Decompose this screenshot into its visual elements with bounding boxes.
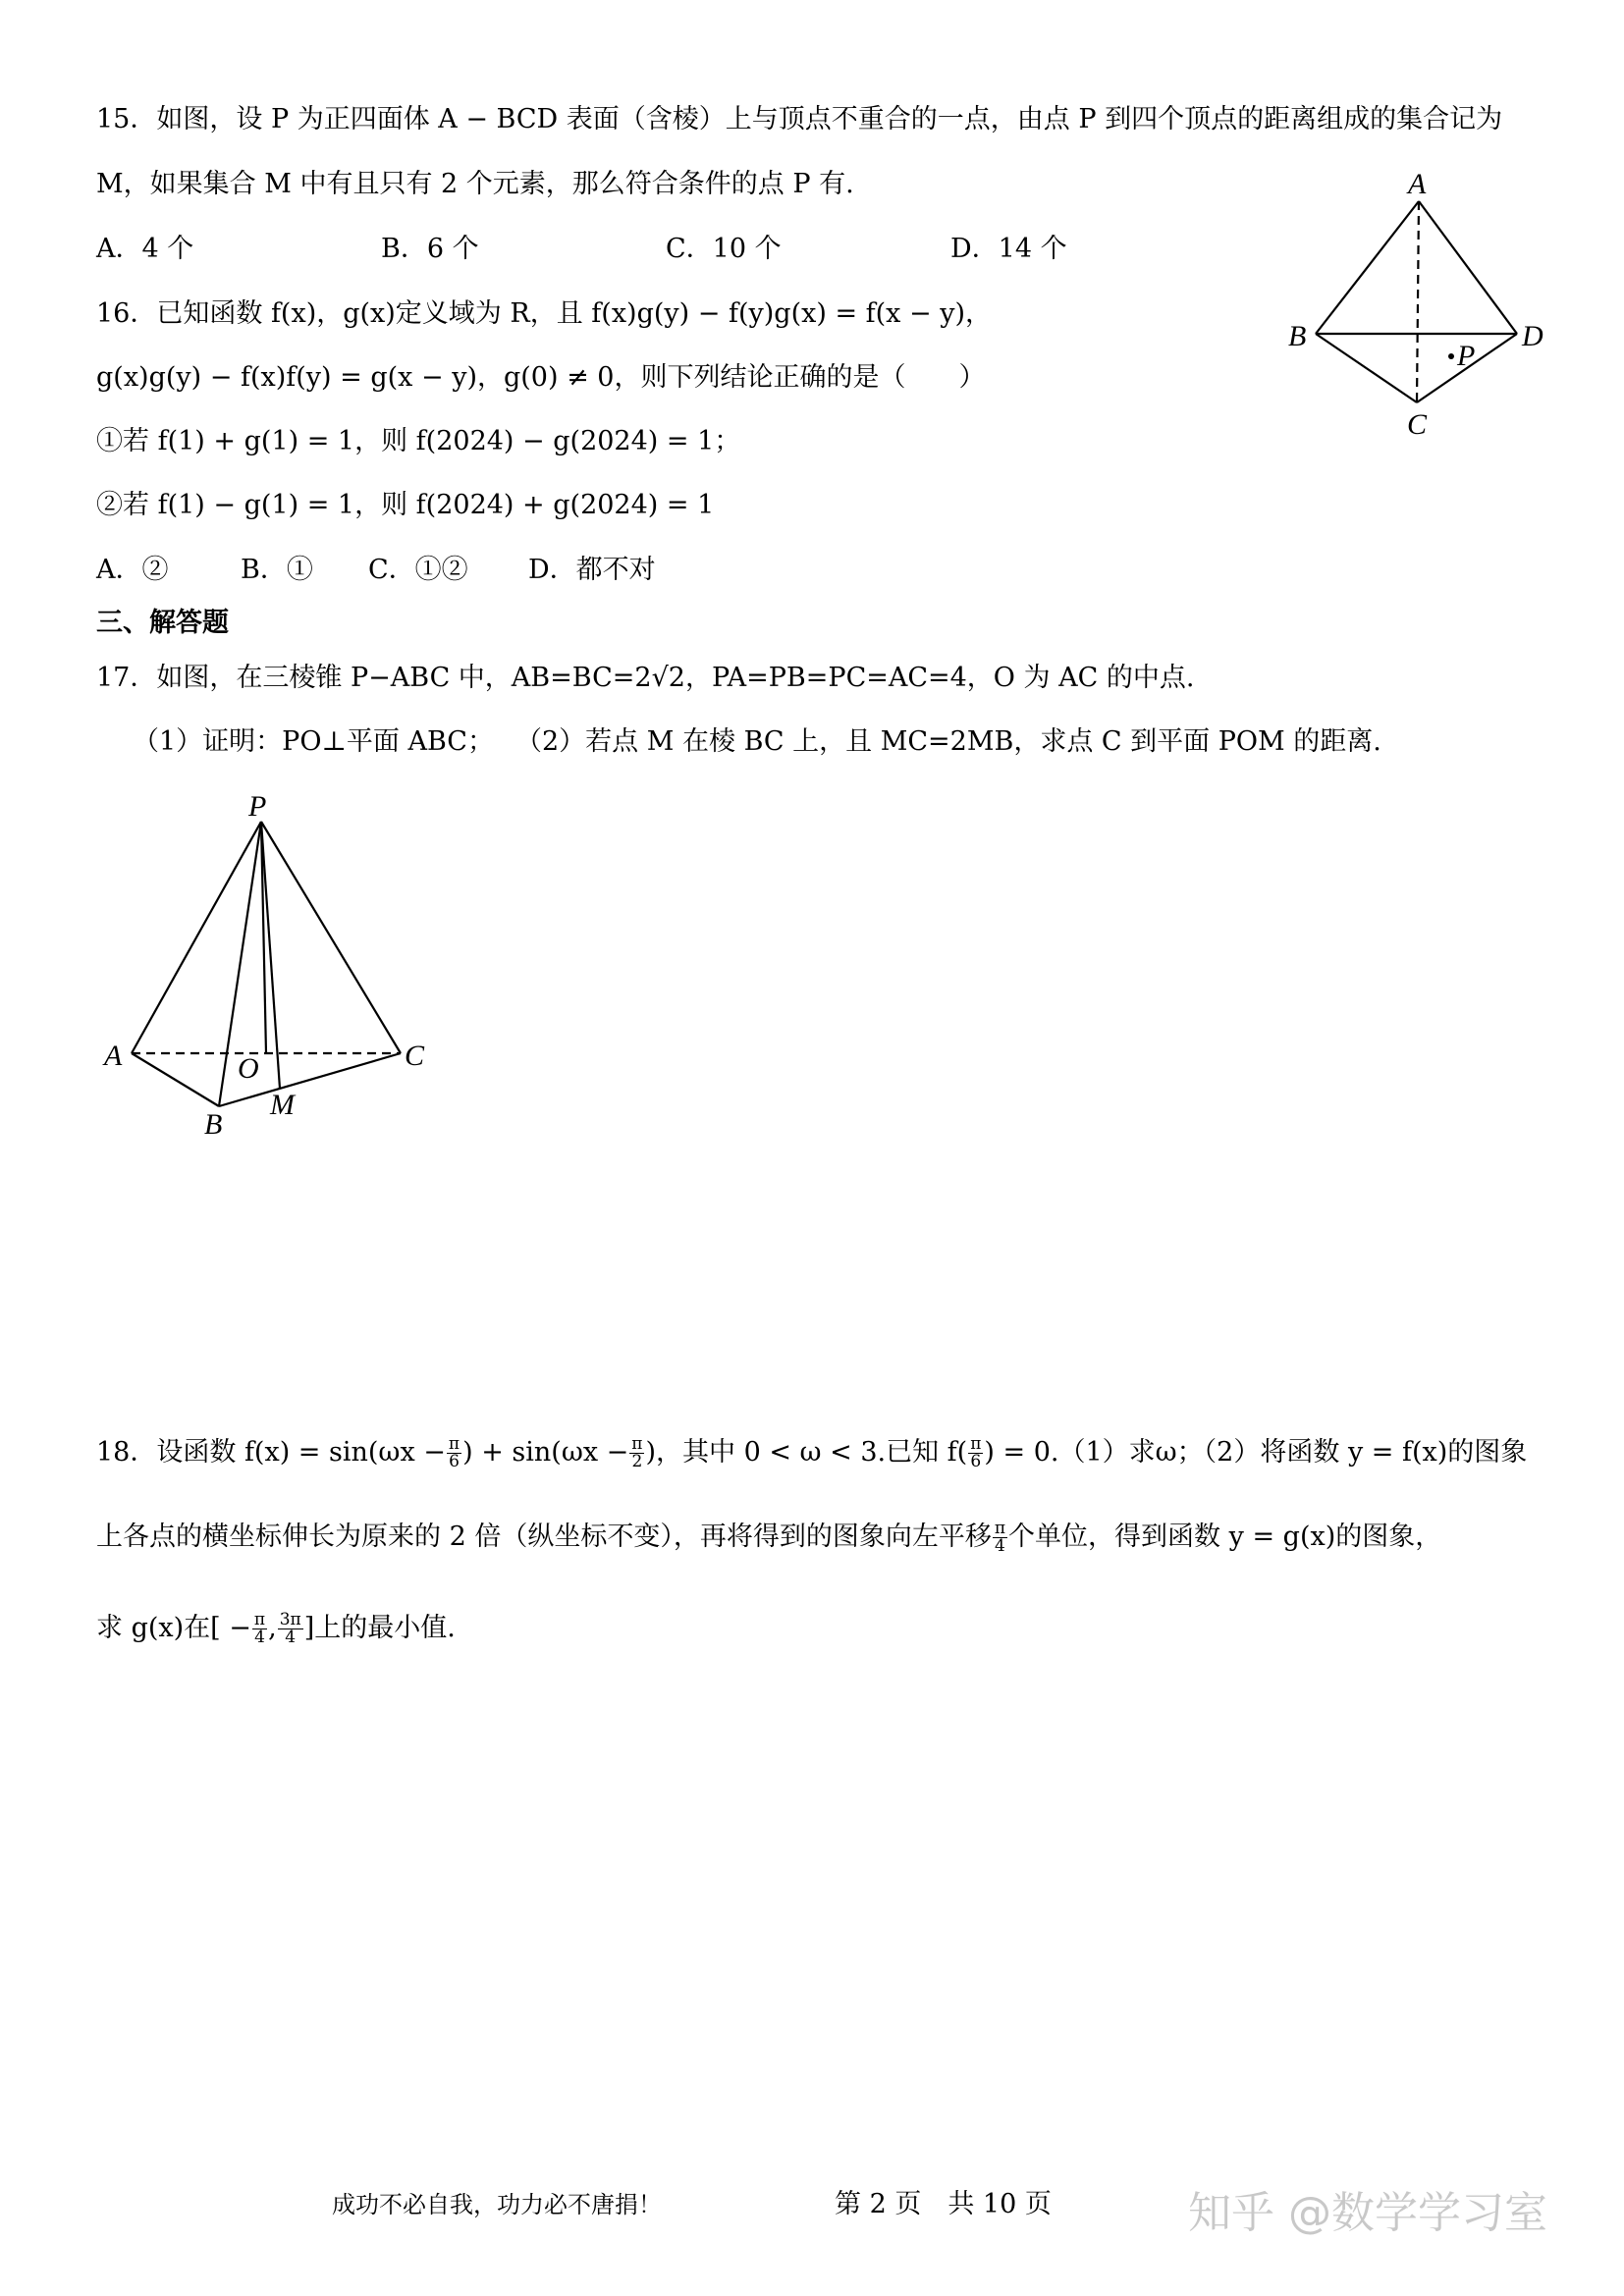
q15-line-1: 15．如图，设 P 为正四面体 A − BCD 表面（含棱）上与顶点不重合的一点，由点 P 到四个顶点的距离组成的集合记为	[96, 104, 1503, 134]
label-c: C	[405, 1040, 425, 1072]
fraction-pi-over-4-b: $\frac{\pi}{4}$	[253, 1610, 266, 1647]
q16-option-c: C．①②	[368, 555, 468, 585]
q18-line-1: 18．设函数 f(x) = sin(ωx − $\frac{\pi}{6}$ ) + sin(ωx − $\frac{\pi}{2}$ )，其中 0 < ω < 3.已知 f( $\frac{\pi}{6}$ ) = 0.（1）求ω；（2）将函数 y = f(x)的图象	[96, 1434, 1528, 1471]
label-c: C	[1407, 408, 1428, 441]
edge-pc	[261, 822, 401, 1053]
point-p	[1448, 353, 1454, 359]
fraction-pi-over-6-b: $\frac{\pi}{6}$	[970, 1434, 982, 1471]
label-a: A	[104, 1040, 123, 1072]
label-m: M	[270, 1089, 295, 1121]
edge-bc	[1316, 334, 1417, 402]
q17-part-2: （2）若点 M 在棱 BC 上，且 MC=2MB，求点 C 到平面 POM 的距离.	[515, 726, 1381, 757]
label-b: B	[1288, 320, 1307, 352]
q18-line-2: 上各点的横坐标伸长为原来的 2 倍（纵坐标不变），再将得到的图象向左平移 $\frac{\pi}{4}$ 个单位，得到函数 y = g(x)的图象，	[96, 1519, 1442, 1556]
fraction-pi-over-2: $\frac{\pi}{2}$	[631, 1434, 643, 1471]
fraction-pi-over-6: $\frac{\pi}{6}$	[448, 1434, 460, 1471]
edge-ab	[132, 1053, 219, 1106]
q16-item-1: ①若 f(1) + g(1) = 1，则 f(2024) − g(2024) = 1；	[96, 426, 741, 456]
fraction-3pi-over-4: $\frac{3\pi}{4}$	[279, 1610, 301, 1647]
q15-option-c: C．10 个	[666, 234, 782, 264]
q16-option-d: D．都不对	[528, 555, 656, 585]
label-b: B	[204, 1108, 223, 1141]
fraction-pi-over-4: $\frac{\pi}{4}$	[994, 1519, 1006, 1556]
q15-option-d: D．14 个	[950, 234, 1067, 264]
q16-item-2: ②若 f(1) − g(1) = 1，则 f(2024) + g(2024) = 1	[96, 490, 715, 520]
q17-line-1: 17．如图，在三棱锥 P−ABC 中，AB=BC=2√2，PA=PB=PC=AC=4，O 为 AC 的中点.	[96, 663, 1195, 693]
q16-line-1: 16．已知函数 f(x)，g(x)定义域为 R，且 f(x)g(y) − f(y)g(x) = f(x − y)，	[96, 298, 992, 329]
edge-ac-hidden	[1417, 201, 1419, 402]
pyramid-figure	[96, 780, 450, 1153]
q16-option-b: B．①	[241, 555, 313, 585]
edge-pa	[132, 822, 261, 1053]
watermark: 知乎 @数学学习室	[1188, 2188, 1547, 2238]
q15-option-a: A．4 个	[96, 234, 194, 264]
label-a: A	[1408, 168, 1427, 200]
q18-line-3: 求 g(x)在[ − $\frac{\pi}{4}$ , $\frac{3\pi}{4}$ ]上的最小值.	[96, 1610, 456, 1647]
q17-part-1: （1）证明：PO⊥平面 ABC；	[133, 726, 494, 757]
label-p: P	[1457, 340, 1476, 372]
edge-ad	[1419, 201, 1517, 334]
q15-line-2: M，如果集合 M 中有且只有 2 个元素，那么符合条件的点 P 有.	[96, 169, 854, 199]
footer-motto: 成功不必自我，功力必不唐捐！	[332, 2191, 662, 2218]
label-d: D	[1522, 320, 1543, 352]
q15-option-b: B．6 个	[381, 234, 479, 264]
tetrahedron-figure	[1276, 167, 1571, 452]
footer-page-number: 第 2 页 共 10 页	[835, 2189, 1052, 2219]
q16-line-2: g(x)g(y) − f(x)f(y) = g(x − y)，g(0) ≠ 0，则下列结论正确的是（ ）	[96, 362, 986, 393]
label-o: O	[238, 1052, 259, 1085]
section-heading: 三、解答题	[96, 608, 229, 638]
label-p: P	[248, 790, 267, 823]
q16-option-a: A．②	[96, 555, 169, 585]
edge-ab	[1316, 201, 1419, 334]
